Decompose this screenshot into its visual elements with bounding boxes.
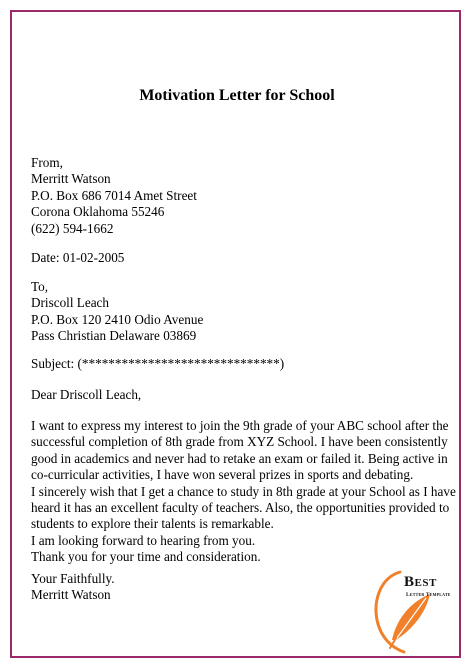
body-line: co-curricular activities, I have won several prizes in sports and debating. — [31, 467, 414, 483]
body-line: students to explore their talents is remarkable. — [31, 516, 274, 532]
sender-street: P.O. Box 686 7014 Amet Street — [31, 187, 197, 203]
logo-subtitle: LETTER TEMPLATE — [406, 592, 451, 598]
salutation-block — [31, 387, 451, 403]
body-line: successful completion of 8th grade from XYZ School. I have been consistently — [31, 434, 448, 450]
signature-name: Merritt Watson — [31, 587, 111, 603]
recipient-address-block — [31, 279, 451, 345]
body-line: I am looking forward to hearing from you. — [31, 532, 256, 548]
logo-wordmark: BEST — [404, 574, 437, 590]
sender-address-block — [31, 155, 451, 237]
body-line: good in academics and never had to retake an exam or failed it. Being active in — [31, 450, 448, 466]
date-block — [31, 250, 451, 266]
page-title: Motivation Letter for School — [139, 87, 335, 104]
recipient-city: Pass Christian Delaware 03869 — [31, 328, 197, 344]
sender-city: Corona Oklahoma 55246 — [31, 204, 165, 220]
sender-phone: (622) 594-1662 — [31, 220, 114, 236]
date-line: Date: 01-02-2005 — [31, 250, 125, 265]
salutation: Dear Driscoll Leach, — [31, 387, 142, 402]
subject-block — [31, 356, 451, 372]
closing-phrase: Your Faithfully. — [31, 571, 115, 586]
best-letter-template-logo — [370, 568, 462, 658]
body-line: I want to express my interest to join the 9th grade of your ABC school after the — [31, 418, 449, 433]
from-label: From, — [31, 155, 63, 170]
sender-name: Merritt Watson — [31, 171, 111, 187]
body-line: heard it has an excellent faculty of teachers. Also, the opportunities provided to — [31, 499, 450, 515]
recipient-name: Driscoll Leach — [31, 295, 109, 311]
recipient-street: P.O. Box 120 2410 Odio Avenue — [31, 311, 204, 327]
body-line: Thank you for your time and consideration. — [31, 549, 261, 565]
to-label: To, — [31, 279, 49, 294]
letter-body — [31, 418, 456, 566]
subject-line: Subject: (******************************) — [31, 356, 285, 371]
body-line: I sincerely wish that I get a chance to study in 8th grade at your School as I have — [31, 483, 456, 499]
